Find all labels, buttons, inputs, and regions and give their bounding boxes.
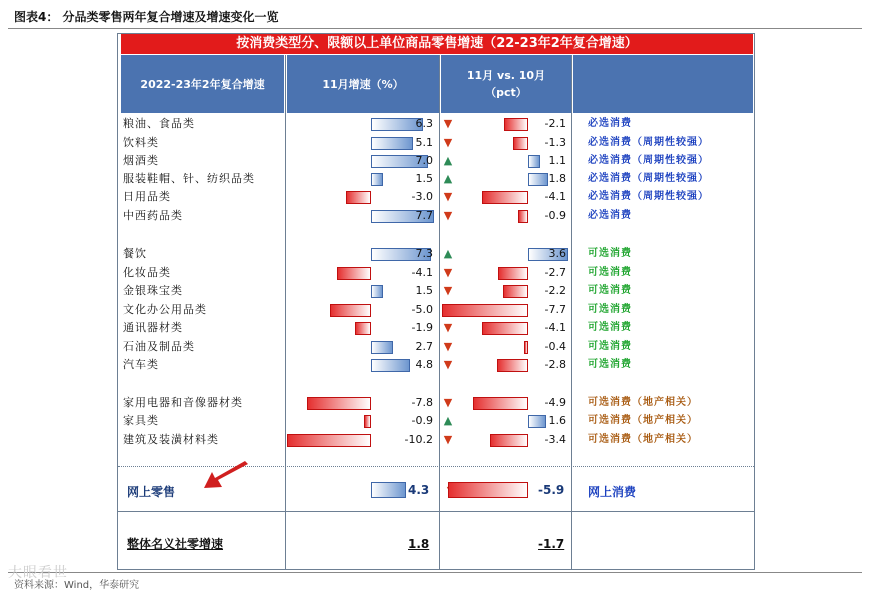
arrow-down-icon: ▼ <box>443 321 453 334</box>
total-label <box>127 533 223 552</box>
diff-value: -4.1 <box>544 190 566 203</box>
category-label: 化妆品类 <box>123 266 171 279</box>
nov-growth-bar <box>337 267 371 280</box>
online-label: 网上零售 <box>127 485 176 499</box>
arrow-down-icon: ▼ <box>443 433 453 446</box>
header-diff-line2: （pct） <box>485 86 527 99</box>
arrow-up-icon: ▲ <box>443 414 453 427</box>
category-label: 服装鞋帽、针、纺织品类 <box>123 172 255 185</box>
nov-growth-bar <box>307 397 371 410</box>
nov-growth-value: -0.9 <box>411 414 433 427</box>
nov-growth-value: -5.0 <box>411 303 433 316</box>
diff-value: -1.3 <box>544 136 566 149</box>
diff-value: 1.1 <box>548 154 566 167</box>
diff-value: -2.8 <box>544 358 566 371</box>
diff-bar <box>442 304 528 317</box>
nov-growth-bar <box>287 434 371 447</box>
online-tag: 网上消费 <box>588 485 637 499</box>
arrow-down-icon: ▼ <box>443 358 453 371</box>
header-nov-growth <box>287 55 439 113</box>
nov-growth-value: -4.1 <box>411 266 433 279</box>
total-label-text: 整体名义社零增速 <box>127 537 224 551</box>
consumption-type-tag: 可选消费 <box>588 341 632 352</box>
diff-bar <box>498 267 528 280</box>
diff-value: -7.7 <box>544 303 566 316</box>
arrow-down-icon: ▼ <box>443 136 453 149</box>
diff-value: -0.9 <box>544 209 566 222</box>
header-nov-growth-label: 11月增速（%） <box>322 77 404 91</box>
arrow-down-icon: ▼ <box>443 266 453 279</box>
consumption-type-tag: 可选消费 <box>588 267 632 278</box>
diff-value: -2.1 <box>544 117 566 130</box>
category-label: 建筑及装潢材料类 <box>123 433 219 446</box>
column-divider <box>439 55 440 570</box>
arrow-down-icon: ▼ <box>443 209 453 222</box>
consumption-type-tag: 可选消费 <box>588 322 632 333</box>
consumption-type-tag: 必选消费（周期性较强） <box>588 155 709 166</box>
online-diff-bar <box>448 482 528 498</box>
category-label: 金银珠宝类 <box>123 284 183 297</box>
consumption-type-tag: 必选消费（周期性较强） <box>588 137 709 148</box>
nov-growth-value: 5.1 <box>415 136 433 149</box>
nov-growth-bar <box>371 285 383 298</box>
consumption-type-tag: 必选消费 <box>588 210 632 221</box>
diff-value: 3.6 <box>548 247 566 260</box>
online-diff-value: -5.9 <box>538 483 565 497</box>
nov-growth-bar <box>346 191 371 204</box>
nov-growth-bar <box>371 173 383 186</box>
nov-growth-value: -10.2 <box>404 433 433 446</box>
pointer-arrow-icon <box>200 460 252 492</box>
diff-bar <box>497 359 528 372</box>
diff-value: 1.8 <box>548 172 566 185</box>
arrow-down-icon: ▼ <box>443 340 453 353</box>
diff-value: -4.1 <box>544 321 566 334</box>
header-category-label: 2022-23年2年复合增速 <box>140 77 265 91</box>
nov-growth-bar <box>371 341 393 354</box>
consumption-type-tag: 可选消费 <box>588 248 632 259</box>
column-divider <box>571 55 572 570</box>
row-divider <box>118 511 754 512</box>
consumption-type-tag: 可选消费（地产相关） <box>588 397 698 408</box>
category-label: 粮油、食品类 <box>123 117 195 130</box>
nov-growth-value: -3.0 <box>411 190 433 203</box>
diff-bar <box>482 191 528 204</box>
nov-growth-value: 7.7 <box>415 209 433 222</box>
diff-value: -0.4 <box>544 340 566 353</box>
online-nov-value: 4.3 <box>408 483 430 497</box>
column-divider <box>285 55 286 570</box>
arrow-down-icon: ▼ <box>443 396 453 409</box>
consumption-type-tag: 可选消费（地产相关） <box>588 434 698 445</box>
nov-growth-value: 4.8 <box>415 358 433 371</box>
arrow-down-icon: ▼ <box>443 117 453 130</box>
diff-bar <box>503 285 528 298</box>
consumption-type-tag: 可选消费（地产相关） <box>588 415 698 426</box>
consumption-type-tag: 必选消费（周期性较强） <box>588 191 709 202</box>
category-label: 石油及制品类 <box>123 340 195 353</box>
arrow-down-icon: ▼ <box>443 284 453 297</box>
figure-title: 图表4： 分品类零售两年复合增速及增速变化一览 <box>14 10 279 24</box>
consumption-type-tag: 必选消费（周期性较强） <box>588 173 709 184</box>
diff-bar <box>504 118 528 131</box>
header-category <box>121 55 284 113</box>
nov-growth-value: 2.7 <box>415 340 433 353</box>
nov-growth-value: 7.3 <box>415 247 433 260</box>
category-label: 文化办公用品类 <box>123 303 207 316</box>
category-label: 烟酒类 <box>123 154 159 167</box>
diff-value: -4.9 <box>544 396 566 409</box>
total-diff <box>538 533 564 552</box>
arrow-up-icon: ▲ <box>443 172 453 185</box>
header-diff-line1: 11月 vs. 10月 <box>466 69 546 82</box>
nov-growth-value: 6.3 <box>415 117 433 130</box>
category-label: 中西药品类 <box>123 209 183 222</box>
category-label: 家用电器和音像器材类 <box>123 396 243 409</box>
diff-value: -3.4 <box>544 433 566 446</box>
consumption-type-tag: 可选消费 <box>588 304 632 315</box>
diff-bar <box>473 397 528 410</box>
diff-value: -2.2 <box>544 284 566 297</box>
diff-bar <box>482 322 528 335</box>
total-nov-value: 1.8 <box>408 537 430 551</box>
online-nov-bar <box>371 482 406 498</box>
category-label: 家具类 <box>123 414 159 427</box>
nov-growth-value: 1.5 <box>415 172 433 185</box>
arrow-down-icon: ▼ <box>443 190 453 203</box>
nov-growth-bar <box>330 304 371 317</box>
diff-value: 1.6 <box>548 414 566 427</box>
arrow-up-icon: ▲ <box>443 154 453 167</box>
nov-growth-value: 1.5 <box>415 284 433 297</box>
bottom-rule <box>8 572 862 573</box>
diff-bar <box>490 434 528 447</box>
nov-growth-value: 7.0 <box>415 154 433 167</box>
nov-growth-value: -7.8 <box>411 396 433 409</box>
source-note: 资料来源：Wind，华泰研究 <box>14 580 140 591</box>
category-label: 饮料类 <box>123 136 159 149</box>
table-banner: 按消费类型分、限额以上单位商品零售增速（22-23年2年复合增速） <box>121 34 753 54</box>
nov-growth-bar <box>355 322 371 335</box>
top-rule <box>8 28 862 29</box>
category-label: 日用品类 <box>123 190 171 203</box>
category-label: 通讯器材类 <box>123 321 183 334</box>
arrow-up-icon: ▲ <box>443 247 453 260</box>
header-type <box>573 55 753 113</box>
category-label: 餐饮 <box>123 247 147 260</box>
consumption-type-tag: 必选消费 <box>588 118 632 129</box>
category-label: 汽车类 <box>123 358 159 371</box>
nov-growth-bar <box>364 415 371 428</box>
consumption-type-tag: 可选消费 <box>588 285 632 296</box>
nov-growth-value: -1.9 <box>411 321 433 334</box>
header-diff <box>441 55 571 113</box>
total-nov <box>408 533 429 552</box>
consumption-type-tag: 可选消费 <box>588 359 632 370</box>
diff-value: -2.7 <box>544 266 566 279</box>
total-diff-value: -1.7 <box>538 537 565 551</box>
watermark: 大眼看世 <box>8 565 68 581</box>
